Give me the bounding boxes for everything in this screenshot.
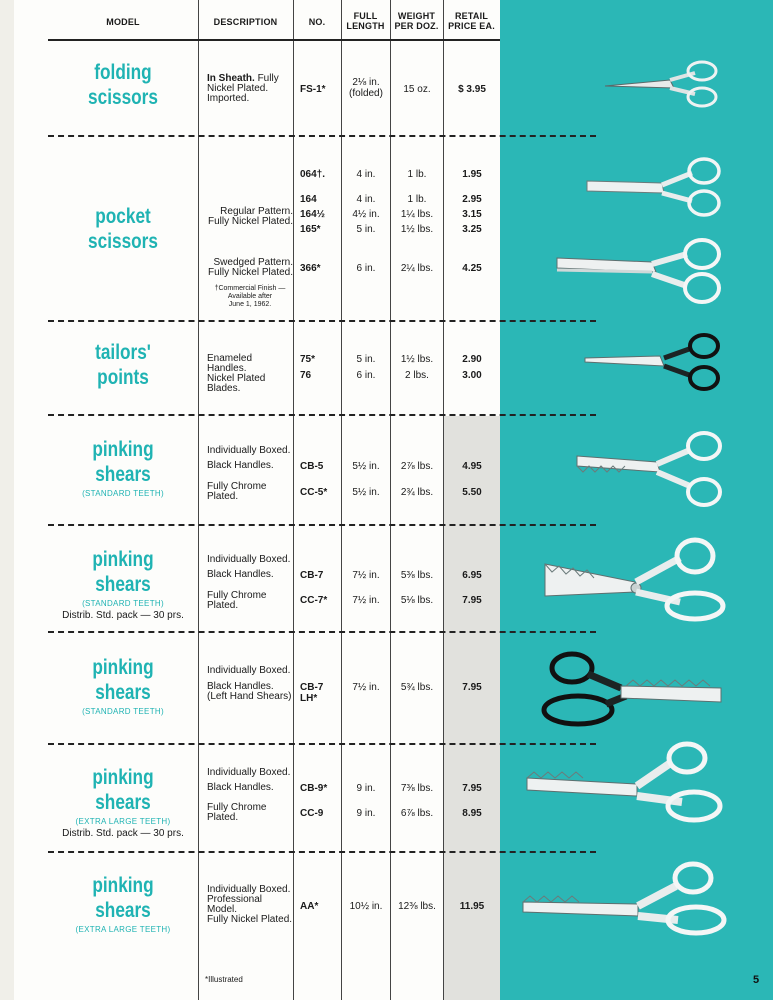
pinking-shears-cb7-illustration [540,536,730,626]
price: 4.95 [462,461,482,472]
model-number: CB-5 [300,461,324,472]
pinking-shears-cb9-illustration [522,740,727,830]
model-pinking-shears: pinking shears [92,874,154,922]
price: 2.95 [462,194,482,205]
teeth-type: (EXTRA LARGE TEETH) [75,817,171,826]
column-divider [390,0,391,1000]
teeth-type: (STANDARD TEETH) [82,707,164,716]
price: 6.95 [462,570,482,581]
price: $ 3.95 [458,84,486,95]
description: Individually Boxed. [207,554,291,565]
description: Swedged Pattern. Fully Nickel Plated. [207,257,293,278]
full-length: 5½ in. [352,461,380,472]
header-weight: WEIGHT PER DOZ. [394,11,439,31]
distribution-pack: Distrib. Std. pack — 30 prs. [62,828,184,839]
weight: 2¼ lbs. [400,263,434,274]
model-pinking-shears: pinking shears [92,438,154,486]
full-length: 4 in. [356,169,376,180]
model-number: 76 [300,370,312,381]
description: Fully Chrome Plated. [207,590,267,611]
distribution-pack: Distrib. Std. pack — 30 prs. [62,610,184,621]
weight: 5⅜ lbs. [400,570,434,581]
full-length: 9 in. [356,783,376,794]
model-number: CC-7* [300,595,328,606]
tailors-points-illustration [580,332,725,394]
model-number: 164 [300,194,317,205]
weight: 15 oz. [403,84,431,95]
description: Black Handles. (Left Hand Shears) [207,681,292,702]
description: Enameled Handles. Nickel Plated Blades. [207,353,266,394]
price: 7.95 [462,783,482,794]
model-pinking-shears: pinking shears [92,766,154,814]
header-full-length: FULL LENGTH [346,11,385,31]
price: 3.00 [462,370,482,381]
full-length: 5 in. [356,354,376,365]
model-number: CC-5* [300,487,328,498]
section-separator [48,851,596,853]
description: Individually Boxed. [207,767,291,778]
column-divider [198,0,199,1000]
weight: 1½ lbs. [400,224,434,235]
teeth-type: (STANDARD TEETH) [82,489,164,498]
model-number: CB-7 LH* [300,682,324,704]
weight: 5¾ lbs. [400,682,434,693]
description: Fully Chrome Plated. [207,802,267,823]
header-number: NO. [308,17,326,27]
weight: 1 lb. [407,169,427,180]
model-number: 165* [300,224,321,235]
teeth-type: (EXTRA LARGE TEETH) [75,925,171,934]
model-number: CC-9 [300,808,324,819]
pinking-shears-lefthand-illustration [536,648,726,733]
full-length: 5½ in. [352,487,380,498]
full-length: 10½ in. [349,901,383,912]
availability-note: †Commercial Finish — Available after June 1, 1962. [214,285,286,308]
model-folding-scissors: folding scissors [88,61,158,109]
description: Fully Chrome Plated. [207,481,267,502]
full-length: 9 in. [356,808,376,819]
price: 7.95 [462,682,482,693]
price: 8.95 [462,808,482,819]
model-pinking-shears: pinking shears [92,656,154,704]
price: 5.50 [462,487,482,498]
pocket-scissors-illustration [582,155,727,220]
price: 2.90 [462,354,482,365]
model-number: 366* [300,263,321,274]
section-separator [48,414,596,416]
description: Black Handles. [207,569,274,580]
header-model: MODEL [106,17,140,27]
page-edge [0,0,14,1000]
full-length: 6 in. [356,370,376,381]
page-number: 5 [753,974,760,986]
full-length: 7½ in. [352,682,380,693]
full-length: 4 in. [356,194,376,205]
column-divider [293,0,294,1000]
price: 3.25 [462,224,482,235]
header-description: DESCRIPTION [213,17,278,27]
section-separator [48,631,596,633]
weight: 1½ lbs. [400,354,434,365]
section-separator [48,135,596,137]
model-number: 75* [300,354,316,365]
model-pocket-scissors: pocket scissors [88,205,158,253]
weight: 1¼ lbs. [400,209,434,220]
weight: 2⅞ lbs. [400,461,434,472]
pinking-shears-cb5-illustration [572,428,727,510]
description: Black Handles. [207,782,274,793]
section-separator [48,524,596,526]
weight: 1 lb. [407,194,427,205]
full-length: 7½ in. [352,595,380,606]
model-number: FS-1* [300,84,326,95]
model-number: CB-7 [300,570,324,581]
full-length: 7½ in. [352,570,380,581]
price: 7.95 [462,595,482,606]
description: Regular Pattern. Fully Nickel Plated. [207,206,293,227]
column-divider [443,0,444,1000]
section-separator [48,743,596,745]
column-divider [341,0,342,1000]
weight: 12⅜ lbs. [398,901,436,912]
weight: 6⅞ lbs. [400,808,434,819]
description: Black Handles. [207,460,274,471]
full-length: 6 in. [356,263,376,274]
illustrated-footnote: *Illustrated [205,975,243,984]
price: 11.95 [459,901,485,912]
description: Individually Boxed. [207,665,291,676]
description: Individually Boxed. Professional Model. Fully Nickel Plated. [207,884,293,925]
description: Individually Boxed. [207,445,291,456]
weight: 2¾ lbs. [400,487,434,498]
model-number: 164½ [300,209,326,220]
header-rule [48,39,500,41]
price: 1.95 [462,169,482,180]
pinking-shears-aa-illustration [518,858,728,938]
price: 4.25 [462,263,482,274]
weight: 5⅛ lbs. [400,595,434,606]
full-length: 2⅛ in. (folded) [349,77,383,99]
full-length: 4½ in. [352,209,380,220]
price-column-shading [443,416,500,1000]
weight: 7⅜ lbs. [400,783,434,794]
description: In Sheath. Fully Nickel Plated. Imported. [207,73,279,104]
teeth-type: (STANDARD TEETH) [82,599,164,608]
section-separator [48,320,596,322]
price: 3.15 [462,209,482,220]
model-pinking-shears: pinking shears [92,548,154,596]
swedged-scissors-illustration [552,236,727,308]
weight: 2 lbs. [405,370,429,381]
model-number: AA* [300,901,319,912]
full-length: 5 in. [356,224,376,235]
model-number: CB-9* [300,783,328,794]
folding-scissors-illustration [600,58,725,112]
model-number: 064†. [300,169,326,180]
header-retail-price: RETAIL PRICE EA. [448,11,495,31]
model-tailors-points: tailors' points [95,341,151,389]
